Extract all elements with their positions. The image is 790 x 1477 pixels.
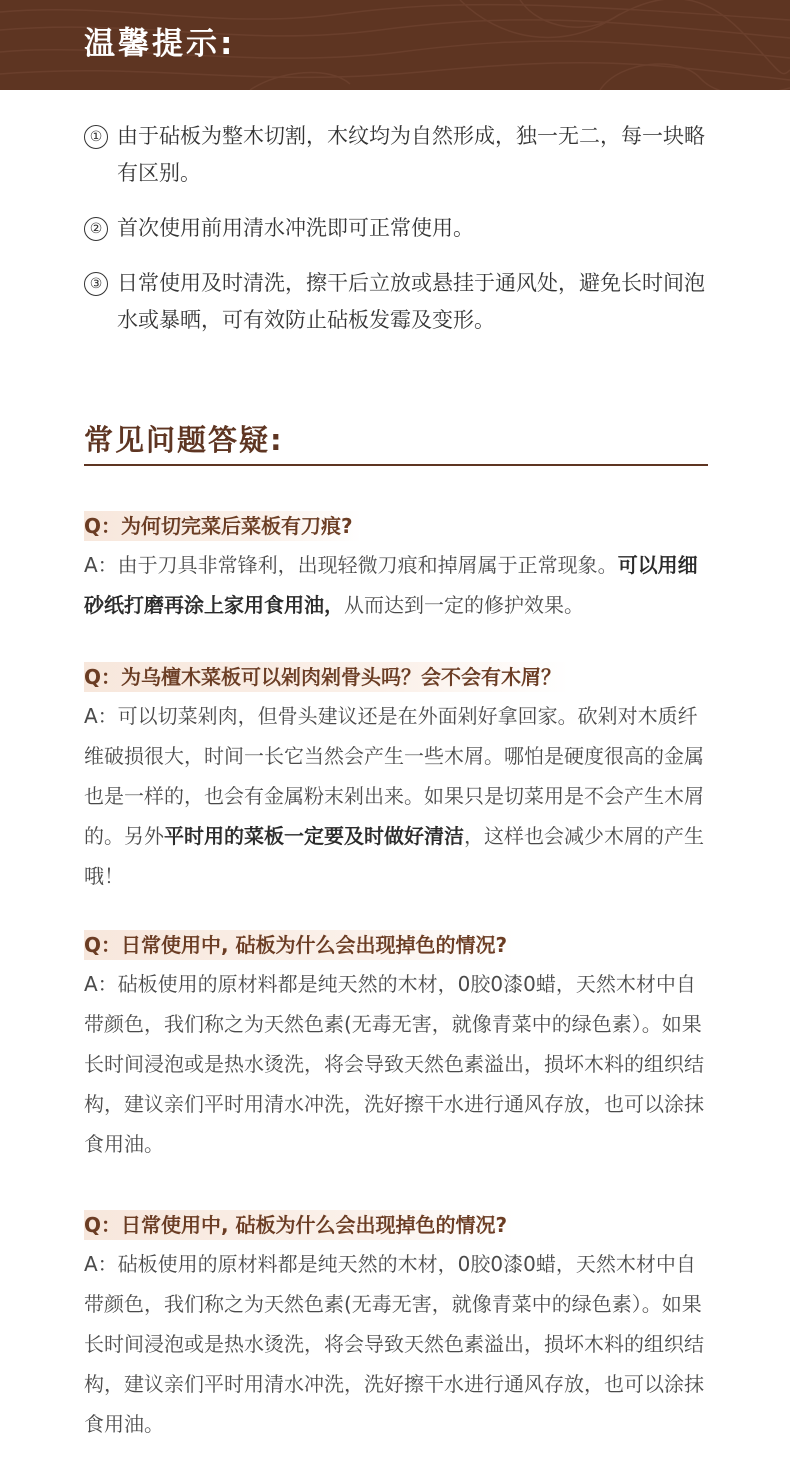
tip-item — [84, 118, 714, 192]
tip-text: 由于砧板为整木切割，木纹均为自然形成，独一无二，每一块略有区别。 — [117, 124, 705, 185]
faq-answer-text: ，这样也会减少木屑的产生哦！ — [84, 824, 704, 888]
header-title: 温馨提示: — [84, 26, 236, 62]
faq-answer — [84, 696, 710, 896]
tip-number: ② — [84, 217, 108, 241]
faq-answer-text: A：砧板使用的原材料都是纯天然的木材，0胶0漆0蜡，天然木材中自带颜色，我们称之为天然色素(无毒无害，就像青菜中的绿色素）。如果长时间浸泡或是热水烫洗，将会导致天然色素溢出，损坏木料的组织结构，建议亲们平时用清水冲洗，洗好擦干水进行通风存放，也可以涂抹食用油。 — [84, 972, 704, 1156]
faq-answer-text: A：可以切菜剁肉，但骨头建议还是在外面剁好拿回家。砍剁对木质纤维破损很大，时间一长它当然会产生一些木屑。哪怕是硬度很高的金属也是一样的，也会有金属粉末剁出来。如果只是切菜用是不会产生木屑的。另外 — [84, 704, 704, 848]
faq-answer-bold: 可以用细砂纸打磨再涂上家用食用油， — [84, 553, 698, 617]
faq-divider — [84, 464, 708, 466]
faq-question: Q：日常使用中, 砧板为什么会出现掉色的情况? — [84, 930, 515, 960]
faq-answer-text: A：由于刀具非常锋利，出现轻微刀痕和掉屑属于正常现象。 — [84, 553, 618, 577]
faq-item — [84, 511, 710, 625]
faq-answer — [84, 545, 710, 625]
faq-item — [84, 930, 710, 1164]
faq-item — [84, 662, 710, 896]
tips-list — [84, 118, 714, 357]
faq-answer-bold: 平时用的菜板一定要及时做好清洁 — [164, 824, 464, 848]
tip-item — [84, 265, 714, 339]
faq-title: 常见问题答疑: — [84, 423, 284, 457]
tip-text: 日常使用及时清洗，擦干后立放或悬挂于通风处，避免长时间泡水或暴晒，可有效防止砧板发霉及变形。 — [117, 271, 705, 332]
tip-number: ③ — [84, 272, 108, 296]
faq-answer-text: A：砧板使用的原材料都是纯天然的木材，0胶0漆0蜡，天然木材中自带颜色，我们称之为天然色素(无毒无害，就像青菜中的绿色素）。如果长时间浸泡或是热水烫洗，将会导致天然色素溢出，损坏木料的组织结构，建议亲们平时用清水冲洗，洗好擦干水进行通风存放，也可以涂抹食用油。 — [84, 1252, 704, 1436]
faq-answer — [84, 964, 710, 1164]
faq-answer-text: 从而达到一定的修护效果。 — [344, 593, 584, 617]
faq-answer — [84, 1244, 710, 1444]
faq-question: Q：为乌檀木菜板可以剁肉剁骨头吗？会不会有木屑？ — [84, 662, 569, 692]
tip-number: ① — [84, 125, 108, 149]
faq-question: Q：为何切完菜后菜板有刀痕? — [84, 511, 361, 541]
tip-item — [84, 210, 714, 247]
header-banner — [0, 0, 790, 90]
tip-text: 首次使用前用清水冲洗即可正常使用。 — [117, 216, 474, 240]
faq-item — [84, 1210, 710, 1444]
faq-question: Q：日常使用中, 砧板为什么会出现掉色的情况? — [84, 1210, 515, 1240]
